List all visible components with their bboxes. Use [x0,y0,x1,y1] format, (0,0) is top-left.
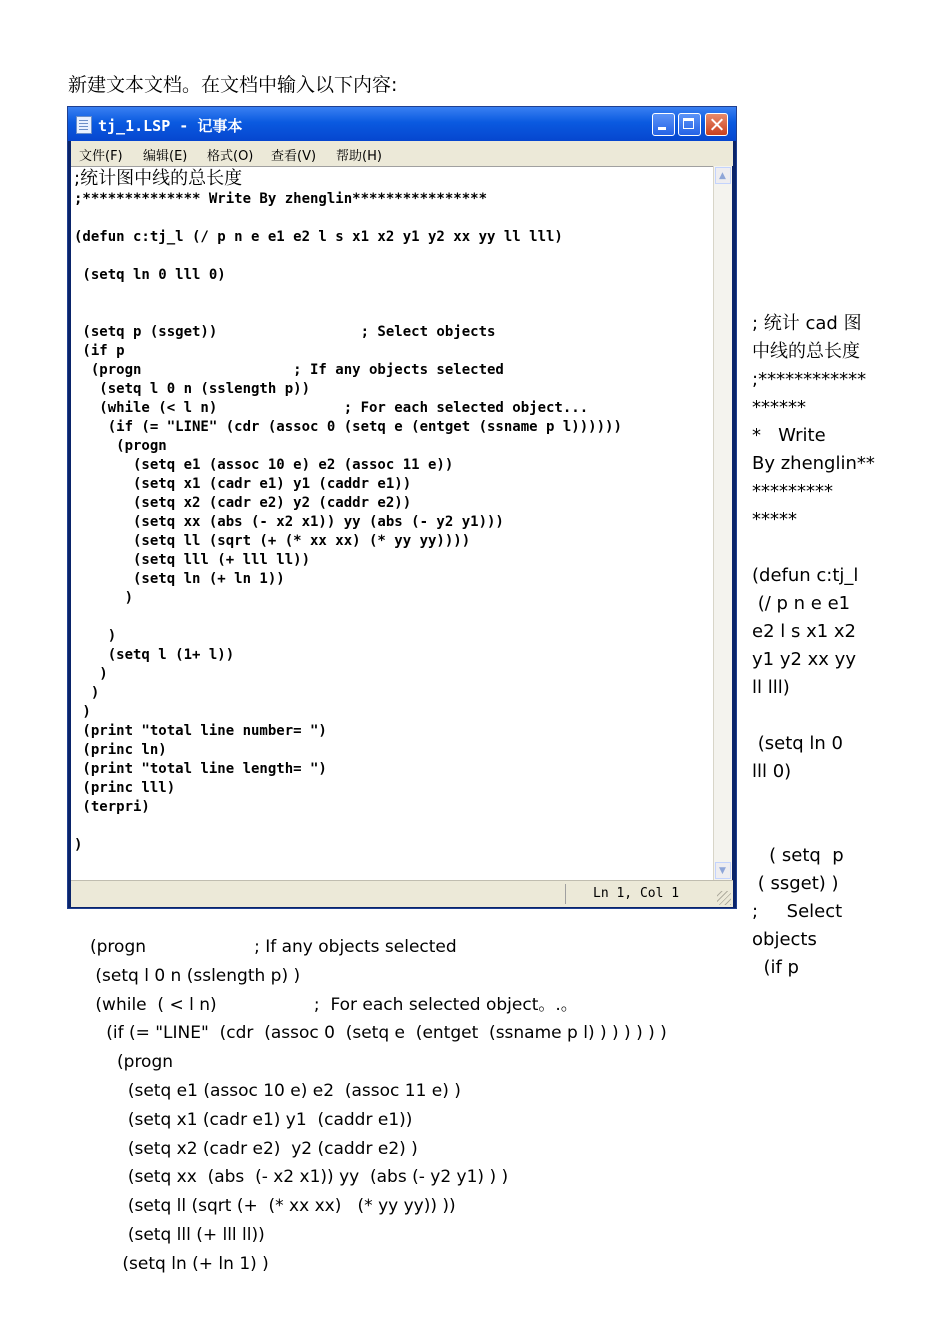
vertical-scrollbar[interactable] [713,166,732,880]
scroll-up-button[interactable] [715,167,731,184]
code-content [74,169,622,855]
notepad-icon [76,116,92,134]
chevron-up-icon: ▲ [719,171,726,181]
maximize-button[interactable] [678,113,701,136]
intro-text: 新建文本文档。在文档中输入以下内容: [68,74,398,96]
side-text: ; 统计 cad 图 中线的总长度 ;************ ****** * Write By zhenglin** ********* ***** (defun c:tj_l (/ p n e e1 e2 l s x1 x2 y1 y2 xx yy ll lll) (setq ln 0 lll 0) ( setq p ( ssget) ) ; Select objects (if p [752,313,875,978]
text-editor[interactable] [71,166,713,881]
cursor-position: Ln 1, Col 1 [593,886,680,901]
code-first-line: ;统计图中线的总长度 [74,168,243,189]
close-button[interactable] [705,113,728,136]
notepad-window [67,106,737,909]
menu-file[interactable]: 文件(F) [79,149,123,164]
menu-format[interactable]: 格式(O) [207,149,254,164]
menu-view[interactable]: 查看(V) [271,149,317,164]
chevron-down-icon: ▼ [719,866,726,876]
status-divider [565,884,566,904]
menu-bar [71,141,733,166]
menu-edit[interactable]: 编辑(E) [143,149,188,164]
code-body: ;************** Write By zhenglin**************** (defun c:tj_l (/ p n e e1 e2 l s x1 x2 y1 y2 xx yy ll lll) (setq ln 0 lll 0) (setq p (ssget)) ; Select objects (if p (progn ; If any objects selected (setq l 0 n (sslength p)) (while (< l n) ; For each selected object... (if (= "LINE" (cdr (assoc 0 (setq e (entget (ssname p l)))))) (progn (setq e1 (assoc 10 e) e2 (assoc 11 e)) (setq x1 (cadr e1) y1 (caddr e1)) (setq x2 (cadr e2) y2 (caddr e2)) (setq xx (abs (- x2 x1)) yy (abs (- y2 y1))) (setq ll (sqrt (+ (* xx xx) (* yy yy)))) (setq lll (+ lll ll)) (setq ln (+ ln 1)) ) ) (setq l (1+ l)) ) ) ) (print "total line number= ") (princ ln) (print "total line length= ") (princ lll) (terpri) ) [74,191,622,853]
window-title: tj_1.LSP - 记事本 [98,117,243,135]
title-bar[interactable] [68,107,736,141]
below-code-text: (progn ; If any objects selected (setq l 0 n (sslength p) ) (while ( < l n) ; For each selected object。.。 (if (= "LINE" (cdr (assoc 0 (setq e (entget (ssname p l) ) ) ) ) ) ) (progn (setq e1 (assoc 10 e) e2 (assoc 11 e) ) (setq x1 (cadr e1) y1 (caddr e1)) (setq x2 (cadr e2) y2 (caddr e2) ) (setq xx (abs (- x2 x1)) yy (abs (- y2 y1) ) ) (setq ll (sqrt (+ (* xx xx) (* yy yy)) )) (setq lll (+ lll ll)) (setq ln (+ ln 1) ) [90,937,667,1274]
minimize-button[interactable] [652,113,675,136]
scroll-down-button[interactable] [715,862,731,879]
menu-help[interactable]: 帮助(H) [336,149,382,164]
status-bar [71,880,733,907]
resize-grip-icon[interactable] [717,891,731,905]
